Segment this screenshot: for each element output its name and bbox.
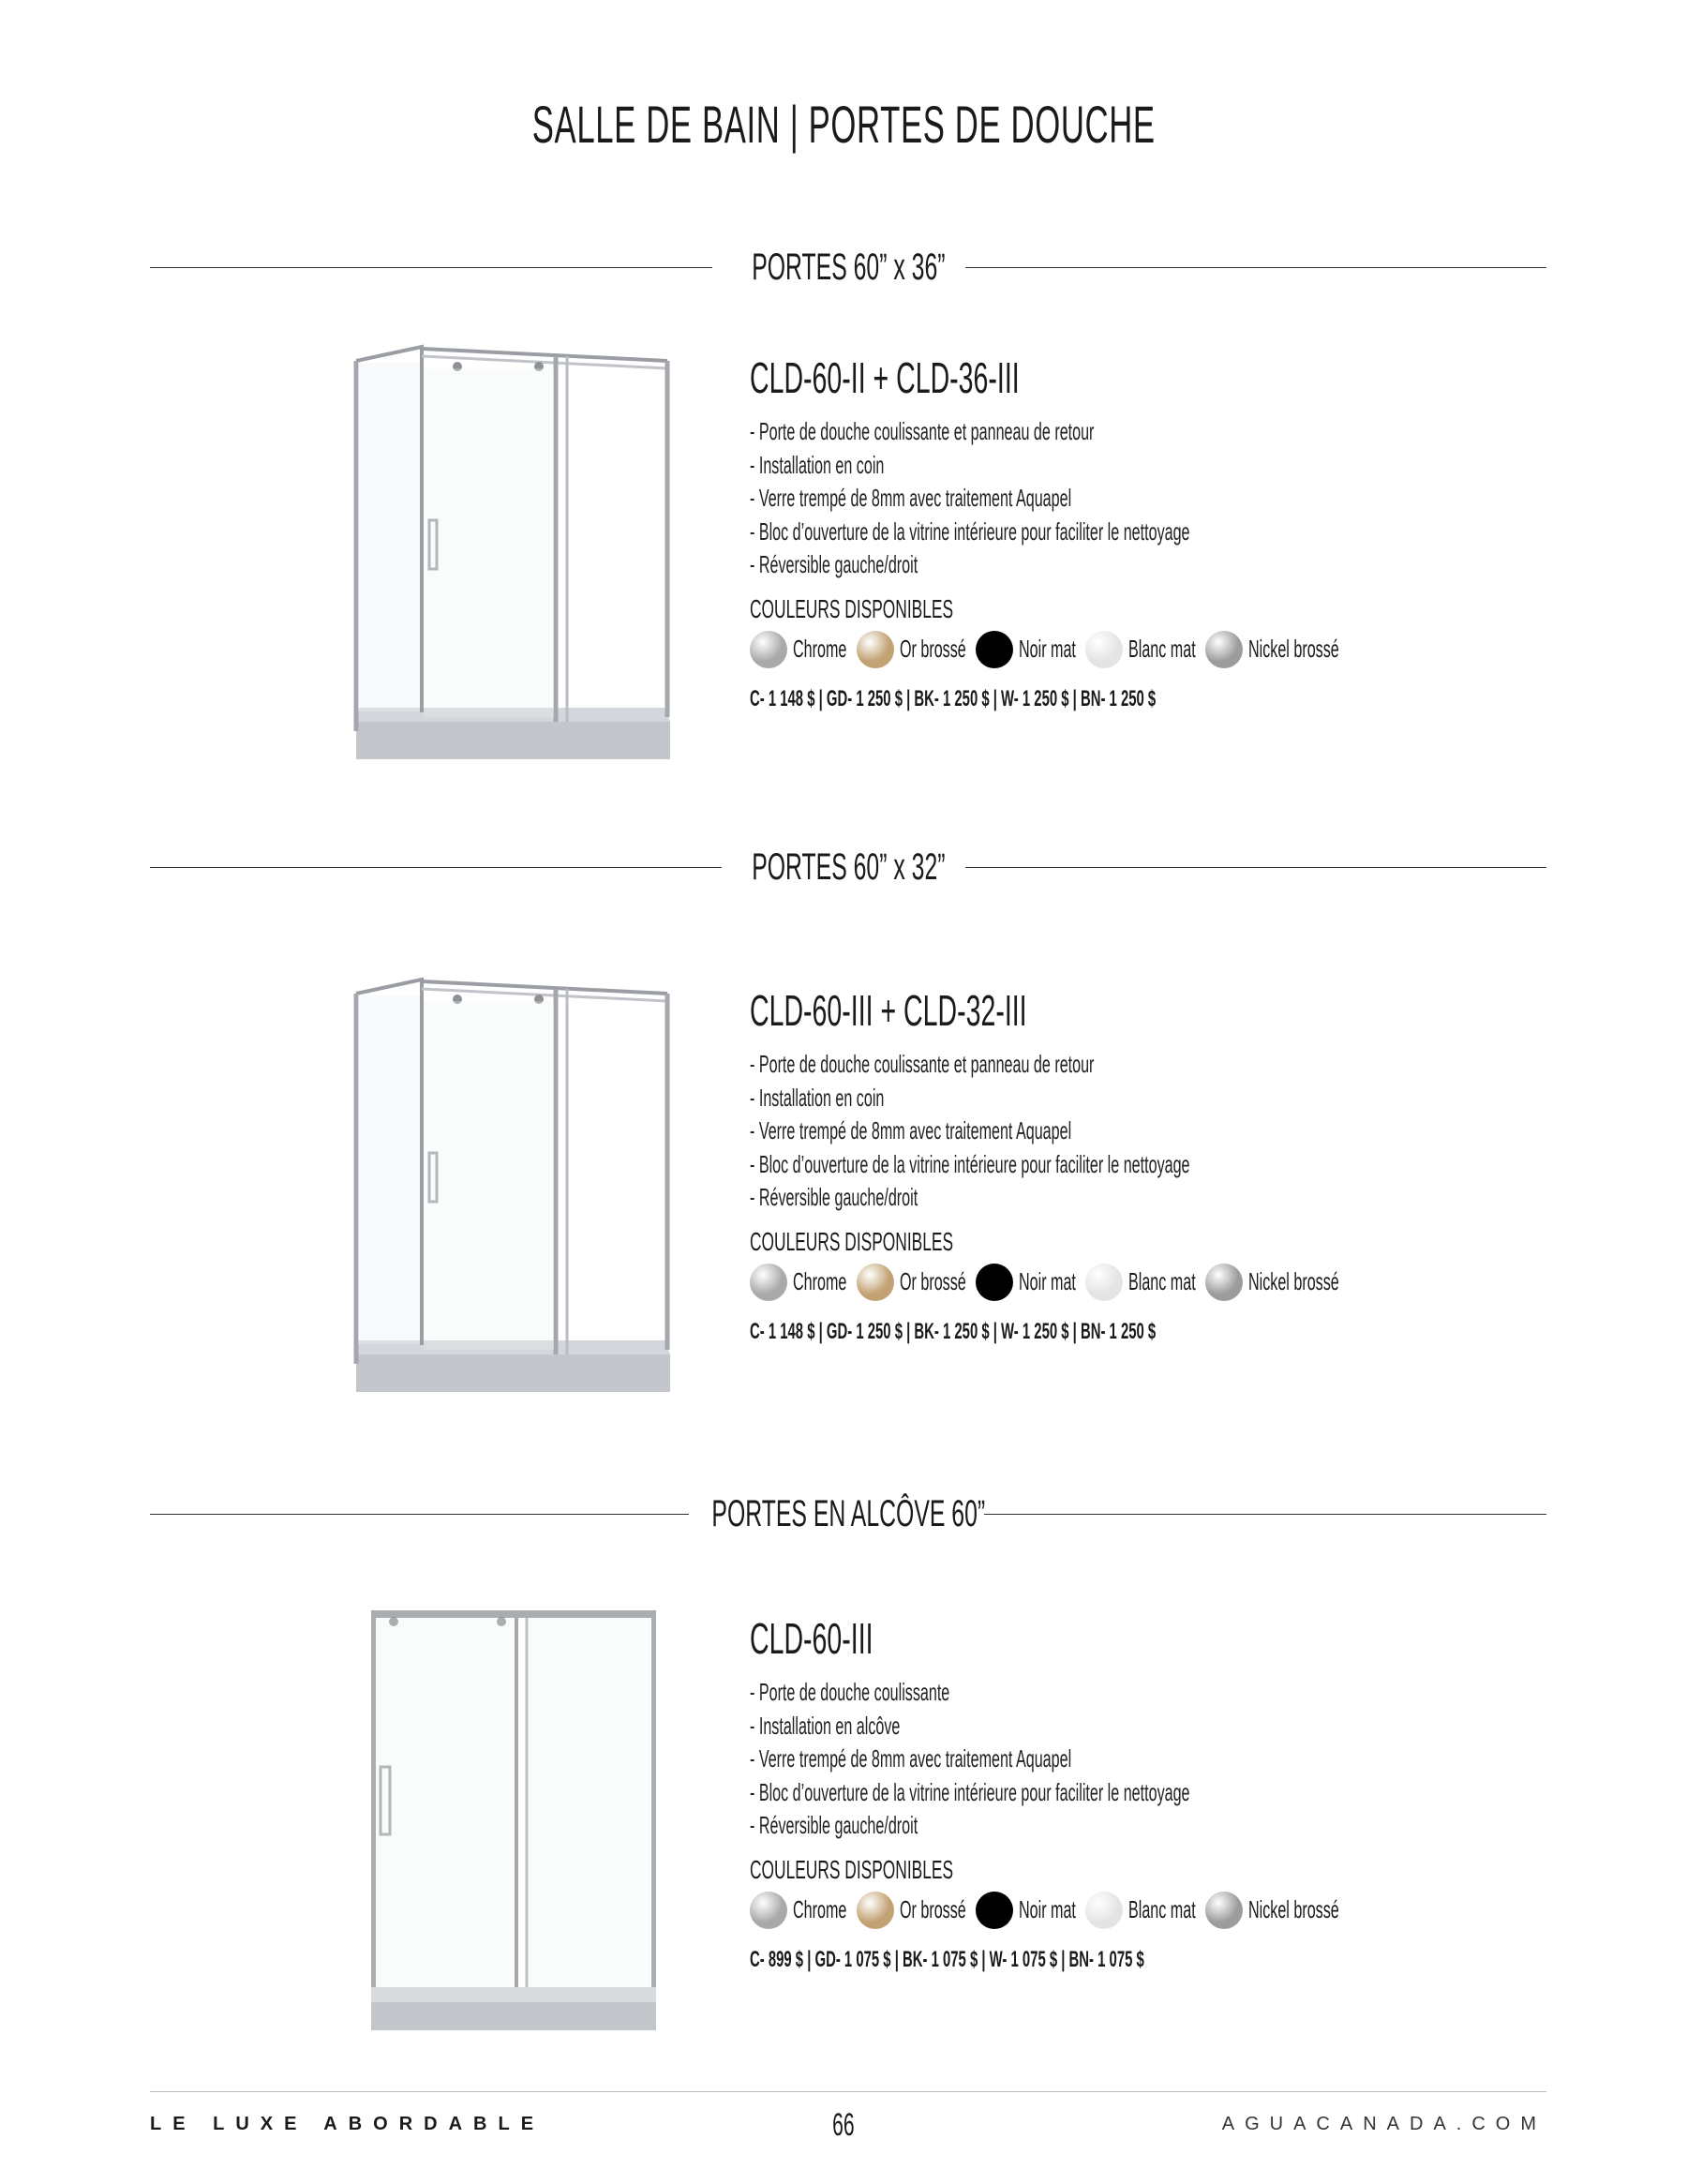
page-title: SALLE DE BAIN | PORTES DE DOUCHE: [531, 95, 1156, 154]
feature-item: - Réversible gauche/droit: [750, 1811, 918, 1839]
feature-item: - Réversible gauche/droit: [750, 550, 918, 578]
color-dot-icon: [1205, 631, 1243, 668]
color-dot-icon: [750, 631, 787, 668]
color-swatch: [1205, 631, 1349, 668]
color-swatch-label: Nickel brossé: [1248, 1267, 1339, 1295]
color-swatch-label: Nickel brossé: [1248, 635, 1339, 663]
color-swatch-label: Or brossé: [900, 1895, 966, 1923]
product-name: CLD-60-II + CLD-36-III: [750, 353, 1020, 402]
color-swatch-label: Nickel brossé: [1248, 1895, 1339, 1923]
feature-item: - Porte de douche coulissante et panneau de retour: [750, 1050, 1095, 1078]
feature-list: [750, 415, 1593, 582]
color-swatch: [857, 1264, 976, 1301]
color-swatch-label: Noir mat: [1019, 1895, 1076, 1923]
section-heading-label: PORTES 60” x 32”: [751, 846, 946, 888]
color-swatches: [750, 1890, 1593, 1931]
color-swatch: [750, 1892, 857, 1929]
color-swatch-label: Noir mat: [1019, 635, 1076, 663]
color-swatch-label: Or brossé: [900, 635, 966, 663]
colors-title: COULEURS DISPONIBLES: [750, 1226, 954, 1256]
color-dot-icon: [857, 631, 894, 668]
shower-door-image: [347, 1593, 684, 2034]
color-swatch: [976, 1264, 1085, 1301]
price-list: C- 1 148 $ | GD- 1 250 $ | BK- 1 250 $ | W- 1 250 $ | BN- 1 250 $: [750, 1318, 1157, 1344]
color-dot-icon: [857, 1264, 894, 1301]
color-swatch: [976, 1892, 1085, 1929]
color-swatch-label: Noir mat: [1019, 1267, 1076, 1295]
feature-item: - Verre trempé de 8mm avec traitement Aquapel: [750, 1744, 1072, 1773]
color-swatch: [1085, 1892, 1205, 1929]
color-swatch: [1205, 1264, 1349, 1301]
product-name: CLD-60-III: [750, 1614, 873, 1663]
shower-door-image: [347, 965, 684, 1406]
color-swatch-label: Or brossé: [900, 1267, 966, 1295]
section-heading-60x32: [150, 839, 1546, 895]
feature-item: - Bloc d’ouverture de la vitrine intérieure pour faciliter le nettoyage: [750, 1149, 1190, 1178]
feature-list: [750, 1048, 1593, 1215]
color-dot-icon: [1085, 631, 1123, 668]
price-list: C- 1 148 $ | GD- 1 250 $ | BK- 1 250 $ | W- 1 250 $ | BN- 1 250 $: [750, 685, 1157, 711]
color-swatch: [750, 631, 857, 668]
color-swatch: [857, 1892, 976, 1929]
colors-title: COULEURS DISPONIBLES: [750, 593, 954, 623]
feature-item: - Installation en alcôve: [750, 1711, 901, 1740]
color-dot-icon: [1205, 1264, 1243, 1301]
price-list: C- 899 $ | GD- 1 075 $ | BK- 1 075 $ | W- 1 075 $ | BN- 1 075 $: [750, 1946, 1144, 1972]
feature-item: - Bloc d’ouverture de la vitrine intérieure pour faciliter le nettoyage: [750, 1777, 1190, 1806]
feature-item: - Porte de douche coulissante et panneau de retour: [750, 417, 1095, 445]
product-card: [0, 1593, 1687, 2034]
feature-list: [750, 1676, 1593, 1843]
color-swatch-label: Chrome: [793, 1267, 847, 1295]
color-dot-icon: [1085, 1264, 1123, 1301]
color-swatch: [1085, 1264, 1205, 1301]
color-dot-icon: [976, 1892, 1013, 1929]
footer-divider: [150, 2091, 1546, 2092]
color-swatch-label: Blanc mat: [1128, 1895, 1196, 1923]
color-swatches: [750, 629, 1593, 670]
feature-item: - Porte de douche coulissante: [750, 1678, 950, 1706]
product-card: [0, 333, 1687, 773]
feature-item: - Réversible gauche/droit: [750, 1183, 918, 1211]
color-swatch: [1085, 631, 1205, 668]
color-dot-icon: [1085, 1892, 1123, 1929]
color-swatch-label: Blanc mat: [1128, 1267, 1196, 1295]
section-heading-60x36: [150, 239, 1546, 295]
feature-item: - Verre trempé de 8mm avec traitement Aquapel: [750, 1116, 1072, 1144]
color-dot-icon: [976, 1264, 1013, 1301]
feature-item: - Verre trempé de 8mm avec traitement Aquapel: [750, 484, 1072, 512]
product-name: CLD-60-III + CLD-32-III: [750, 986, 1027, 1035]
color-dot-icon: [750, 1892, 787, 1929]
color-swatch: [750, 1264, 857, 1301]
color-dot-icon: [750, 1264, 787, 1301]
color-swatch: [976, 631, 1085, 668]
color-swatches: [750, 1262, 1593, 1303]
section-heading-label: PORTES EN ALCÔVE 60”: [711, 1493, 985, 1534]
product-card: [0, 965, 1687, 1406]
color-swatch: [1205, 1892, 1349, 1929]
colors-title: COULEURS DISPONIBLES: [750, 1854, 954, 1884]
shower-door-image: [347, 333, 684, 773]
feature-item: - Bloc d’ouverture de la vitrine intérieure pour faciliter le nettoyage: [750, 516, 1190, 546]
color-dot-icon: [857, 1892, 894, 1929]
color-dot-icon: [976, 631, 1013, 668]
feature-item: - Installation en coin: [750, 1083, 885, 1112]
color-swatch-label: Blanc mat: [1128, 635, 1196, 663]
color-swatch: [857, 631, 976, 668]
footer-website: AGUACANADA.COM: [1221, 2114, 1546, 2134]
feature-item: - Installation en coin: [750, 450, 885, 479]
section-heading-label: PORTES 60” x 36”: [751, 247, 946, 288]
color-swatch-label: Chrome: [793, 1895, 847, 1923]
footer-tagline: LE LUXE ABORDABLE: [150, 2114, 545, 2134]
color-dot-icon: [1205, 1892, 1243, 1929]
section-heading-alcove-60: [150, 1486, 1546, 1542]
page-number: 66: [832, 2107, 855, 2143]
color-swatch-label: Chrome: [793, 635, 847, 663]
